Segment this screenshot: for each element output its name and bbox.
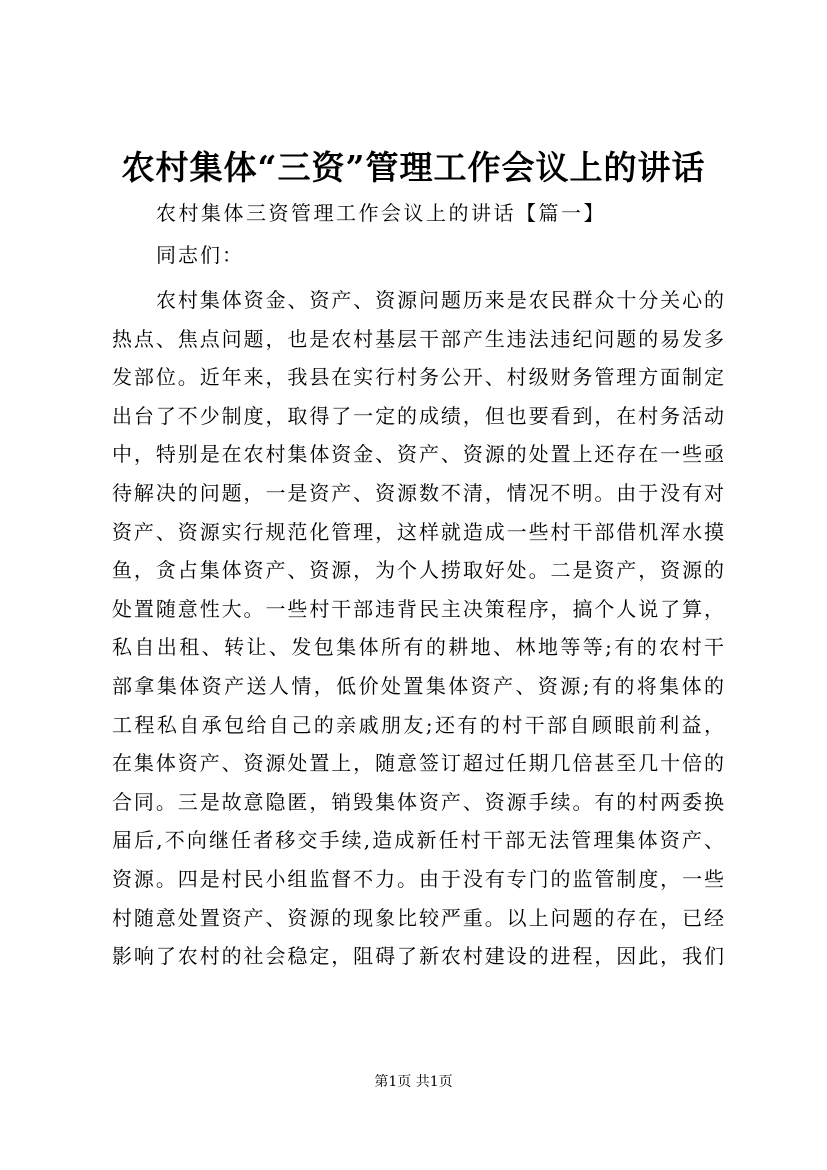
salutation: 同志们：: [156, 243, 244, 267]
body-line: 农村集体资金、资产、资源问题历来是农民群众十分关心的: [156, 288, 724, 312]
body-line: 待解决的问题，一是资产、资源数不清，情况不明。由于没有对: [112, 480, 724, 505]
body-line: 影响了农村的社会稳定，阻碍了新农村建设的进程，因此，我们: [112, 944, 724, 969]
page-footer: 第1页 共1页: [374, 1074, 453, 1090]
body-paragraph: [112, 281, 724, 976]
body-line: 合同。三是故意隐匿，销毁集体资产、资源手续。有的村两委换: [112, 789, 724, 814]
body-line: 资源。四是村民小组监督不力。由于没有专门的监管制度，一些: [112, 866, 724, 891]
body-line: 中，特别是在农村集体资金、资产、资源的处置上还存在一些亟: [112, 442, 724, 467]
body-line: 部拿集体资产送人情，低价处置集体资产、资源;有的将集体的: [112, 673, 724, 698]
body-line: 热点、焦点问题，也是农村基层干部产生违法违纪问题的易发多: [112, 326, 724, 351]
body-line: 工程私自承包给自己的亲戚朋友;还有的村干部自顾眼前利益，: [112, 712, 724, 737]
body-line: 私自出租、转让、发包集体所有的耕地、林地等等;有的农村干: [112, 635, 724, 660]
body-line: 村随意处置资产、资源的现象比较严重。以上问题的存在，已经: [112, 905, 724, 930]
document-subtitle: 农村集体三资管理工作会议上的讲话【篇一】: [156, 201, 606, 225]
body-line: 资产、资源实行规范化管理，这样就造成一些村干部借机浑水摸: [112, 519, 724, 544]
body-line: 发部位。近年来，我县在实行村务公开、村级财务管理方面制定: [112, 365, 724, 390]
body-line: 届后,不向继任者移交手续,造成新任村干部无法管理集体资产、: [112, 828, 724, 853]
body-line: 在集体资产、资源处置上，随意签订超过任期几倍甚至几十倍的: [112, 751, 724, 776]
document-title: 农村集体“三资”管理工作会议上的讲话: [121, 148, 706, 187]
body-line: 鱼，贪占集体资产、资源，为个人捞取好处。二是资产，资源的: [112, 558, 724, 583]
body-line: 处置随意性大。一些村干部违背民主决策程序，搞个人说了算，: [112, 596, 724, 621]
body-line: 出台了不少制度，取得了一定的成绩，但也要看到，在村务活动: [112, 403, 724, 428]
